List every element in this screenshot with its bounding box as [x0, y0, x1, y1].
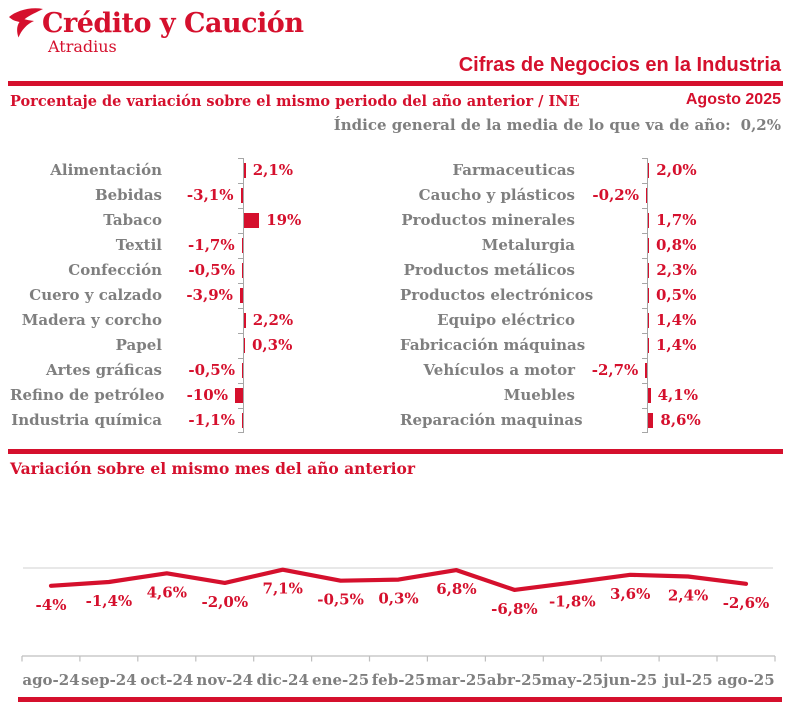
month-label: ago-25 [717, 671, 775, 689]
month-label: may-25 [541, 671, 604, 689]
axis-tick [642, 233, 647, 234]
category-label: Cuero y calzado [29, 286, 162, 304]
bar-value-label: 4,1% [657, 386, 698, 404]
month-label: jul-25 [663, 671, 713, 689]
bar [648, 338, 649, 353]
category-label: Confección [68, 261, 162, 279]
bar-value-label: -2,7% [591, 361, 639, 379]
bar-value-label: -3,1% [186, 186, 234, 204]
bar [235, 388, 243, 403]
bar-value-label: 1,4% [656, 311, 697, 329]
report-subtitle: Porcentaje de variación sobre el mismo periodo del año anterior / INE [10, 93, 580, 110]
point-value-label: -1,4% [85, 592, 133, 610]
bar [648, 413, 653, 428]
month-label: oct-24 [140, 671, 194, 689]
bar [648, 313, 649, 328]
bar [646, 188, 647, 203]
category-label: Metalurgia [481, 236, 575, 254]
category-label: Textil [115, 236, 162, 254]
bar [242, 413, 243, 428]
axis-tick [238, 258, 243, 259]
category-label: Tabaco [103, 211, 162, 229]
bar-value-label: -1,7% [188, 236, 235, 254]
line-chart [0, 528, 791, 706]
report-period: Agosto 2025 [685, 91, 781, 108]
bar-chart-left [10, 158, 385, 433]
month-label: dic-24 [256, 671, 309, 689]
bar [648, 288, 649, 303]
bar [244, 163, 246, 178]
axis-tick [238, 408, 243, 409]
category-label: Farmaceuticas [452, 161, 575, 179]
bar-chart-right [400, 158, 781, 433]
bar [242, 238, 243, 253]
axis-tick [642, 283, 647, 284]
category-label: Artes gráficas [46, 361, 162, 379]
month-label: nov-24 [196, 671, 254, 689]
bar-value-label: 8,6% [660, 411, 701, 429]
category-label: Alimentación [50, 161, 162, 179]
bar [645, 363, 647, 378]
category-label: Muebles [503, 386, 575, 404]
bar-value-label: 19% [266, 211, 302, 229]
axis-tick [238, 333, 243, 334]
point-value-label: 7,1% [262, 579, 303, 598]
axis-tick [238, 208, 243, 209]
bar-value-label: 0,8% [656, 236, 697, 254]
axis-tick [642, 383, 647, 384]
bar [242, 363, 243, 378]
bar-value-label: 2,0% [656, 161, 697, 179]
category-label: Productos electrónicos [400, 286, 594, 304]
month-label: mar-25 [426, 671, 487, 689]
month-label: feb-25 [371, 671, 426, 689]
bar [241, 188, 244, 203]
axis-tick [238, 383, 243, 384]
axis-tick [238, 358, 243, 359]
bar [648, 163, 649, 178]
point-value-label: 0,3% [378, 589, 419, 608]
bar-value-label: -3,9% [186, 286, 233, 304]
axis-tick [642, 208, 647, 209]
month-label: sep-24 [81, 671, 137, 689]
bar-value-label: -10% [186, 386, 228, 404]
ytd-index-note [334, 116, 781, 134]
bar-value-label: -0,5% [188, 261, 235, 279]
axis-tick [238, 308, 243, 309]
axis-tick [238, 183, 243, 184]
bar [648, 388, 651, 403]
axis-tick [642, 432, 647, 433]
point-value-label: -1,8% [549, 592, 596, 611]
point-value-label: -0,5% [317, 590, 364, 609]
category-label: Refino de petróleo [10, 386, 165, 404]
brand-logo-subtitle: Atradius [48, 37, 117, 56]
category-label: Productos metálicos [403, 261, 575, 279]
bar-value-label: -0,2% [592, 186, 639, 204]
bar-value-label: 2,1% [252, 161, 294, 179]
bar [240, 288, 243, 303]
category-label: Equipo eléctrico [437, 311, 575, 329]
axis-tick [238, 283, 243, 284]
bar-value-label: 0,3% [252, 336, 293, 354]
month-label: ene-25 [312, 671, 370, 689]
bar-axis [243, 158, 244, 433]
brand-logo-title: Crédito y Caución [42, 8, 304, 39]
axis-tick [642, 158, 647, 159]
category-label: Fabricación máquinas [400, 336, 586, 354]
point-value-label: 4,6% [146, 583, 187, 602]
category-label: Reparación maquinas [400, 411, 583, 429]
section-rule [8, 449, 783, 454]
bar-value-label: 0,5% [656, 286, 697, 304]
bird-dart-icon [8, 8, 44, 40]
bar [244, 213, 259, 228]
axis-tick [238, 158, 243, 159]
category-label: Madera y corcho [21, 311, 162, 329]
point-value-label: 3,6% [610, 584, 651, 603]
axis-tick [642, 258, 647, 259]
category-label: Caucho y plásticos [418, 186, 575, 204]
section-title: Variación sobre el mismo mes del año anterior [10, 459, 416, 478]
bar-value-label: 2,2% [252, 311, 294, 329]
bar-value-label: -0,5% [188, 361, 235, 379]
category-label: Vehículos a motor [423, 361, 575, 379]
point-value-label: 6,8% [436, 580, 477, 599]
bar [648, 238, 649, 253]
category-label: Productos minerales [401, 211, 575, 229]
axis-tick [238, 233, 243, 234]
month-label: abr-25 [486, 671, 543, 689]
ytd-index-value: 0,2% [740, 116, 781, 134]
axis-tick [642, 183, 647, 184]
axis-tick [642, 358, 647, 359]
bar [244, 338, 245, 353]
axis-tick [238, 432, 243, 433]
axis-tick [642, 408, 647, 409]
category-label: Industria química [11, 411, 162, 429]
bar-value-label: 2,3% [656, 261, 697, 279]
point-value-label: -6,8% [491, 599, 538, 618]
bar [244, 313, 246, 328]
bar-value-label: 1,4% [656, 336, 697, 354]
bar [648, 263, 649, 278]
page-title: Cifras de Negocios en la Industria [458, 54, 781, 76]
ytd-index-label: Índice general de la media de lo que va de año: [333, 116, 731, 134]
axis-tick [642, 308, 647, 309]
header-rule [8, 81, 783, 86]
bottom-rule [18, 697, 782, 702]
bar-value-label: 1,7% [656, 211, 697, 229]
bar [648, 213, 649, 228]
point-value-label: 2,4% [667, 586, 709, 605]
bar-value-label: -1,1% [188, 411, 235, 429]
axis-tick [642, 333, 647, 334]
category-label: Bebidas [94, 186, 162, 204]
month-label: jun-25 [603, 671, 658, 689]
point-value-label: -2,6% [722, 593, 770, 612]
bar [242, 263, 243, 278]
category-label: Papel [115, 336, 162, 354]
point-value-label: -2,0% [201, 592, 249, 611]
point-value-label: -4% [35, 595, 67, 614]
month-label: ago-24 [22, 671, 80, 689]
